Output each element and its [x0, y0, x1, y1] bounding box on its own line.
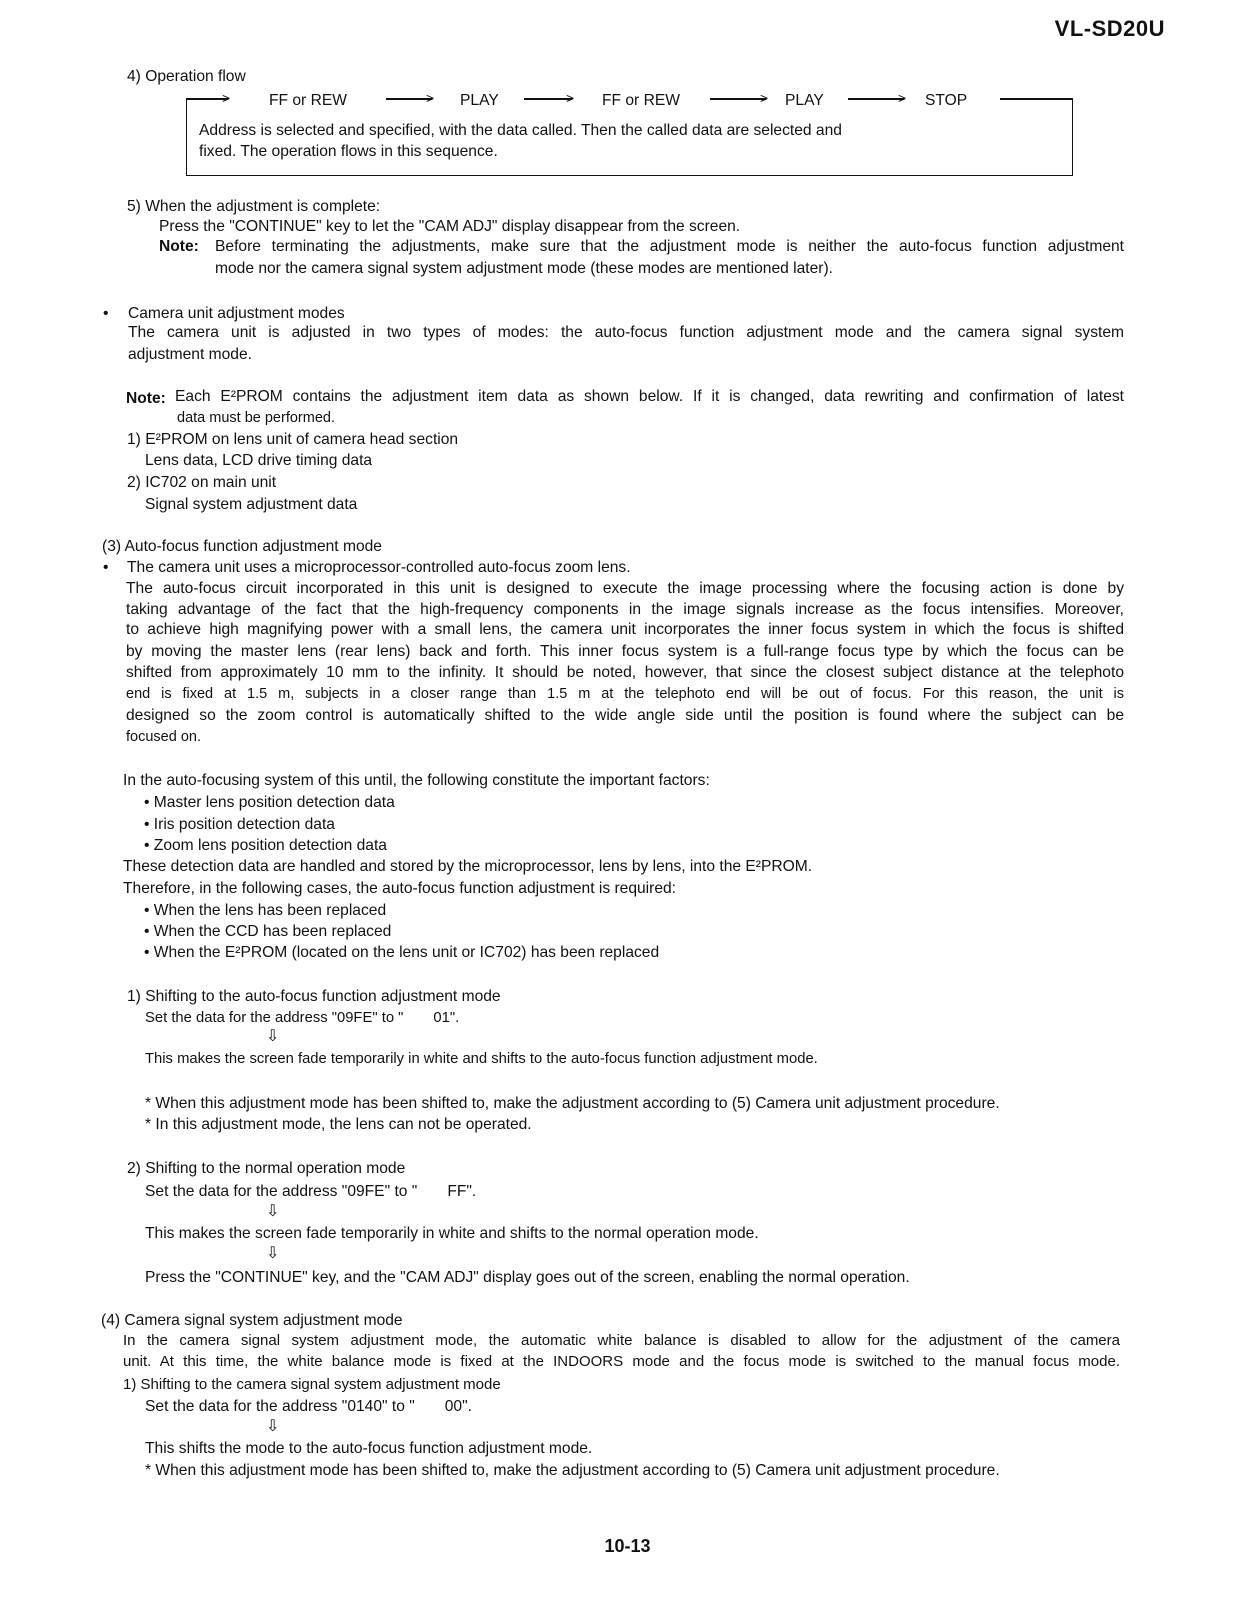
step-heading: 1) Shifting to the auto-focus function adjustment mode [127, 988, 501, 1005]
list-item-detail: Signal system adjustment data [145, 496, 358, 513]
complete-heading: 5) When the adjustment is complete: [127, 198, 381, 215]
step-heading: 1) Shifting to the camera signal system adjustment mode [123, 1376, 501, 1393]
step-note: * In this adjustment mode, the lens can not be operated. [145, 1116, 532, 1133]
body-text: to achieve high magnifying power with a small lens, the camera unit incorporates the inner focus system in which the focus is shifted [126, 621, 1124, 638]
arrow-right-icon: > [426, 90, 435, 106]
body-text: Therefore, in the following cases, the auto-focus function adjustment is required: [123, 880, 677, 897]
arrow-right-icon: > [566, 90, 575, 106]
bullet: • [103, 305, 109, 322]
step-instruction [145, 1181, 476, 1203]
list-item: • When the CCD has been replaced [144, 923, 392, 940]
step-value: 00". [444, 1398, 472, 1415]
list-item: 1) E²PROM on lens unit of camera head section [127, 431, 459, 448]
step-set-text: Set the data for the address "09FE" to " [145, 1183, 418, 1200]
list-item: • Iris position detection data [144, 816, 335, 833]
flow-step: FF or REW [598, 90, 684, 112]
complete-note: mode nor the camera signal system adjustment mode (these modes are mentioned later). [215, 260, 833, 277]
flow-arrow-line [710, 98, 766, 100]
step-result: This shifts the mode to the auto-focus function adjustment mode. [145, 1440, 593, 1457]
arrow-right-icon: > [898, 90, 907, 106]
body-text: focused on. [126, 729, 201, 745]
body-text: designed so the zoom control is automatically shifted to the wide angle side until the position is found where the subject can be [126, 707, 1124, 724]
list-item: • Zoom lens position detection data [144, 837, 387, 854]
flow-arrow-line [1000, 98, 1072, 100]
flow-step: FF or REW [265, 90, 351, 112]
flow-step: PLAY [781, 90, 828, 112]
list-item: • When the E²PROM (located on the lens unit or IC702) has been replaced [144, 944, 660, 961]
body-text: These detection data are handled and stored by the microprocessor, lens by lens, into the E²PROM. [123, 858, 813, 875]
step-instruction [145, 1396, 472, 1418]
body-text: adjustment mode. [128, 346, 252, 363]
arrow-down-icon: ⇩ [266, 1418, 280, 1435]
step-result: This makes the screen fade temporarily in white and shifts to the auto-focus function adjustment mode. [145, 1051, 818, 1067]
step-note: * When this adjustment mode has been shifted to, make the adjustment according to (5) Camera unit adjustment procedure. [145, 1095, 1000, 1112]
arrow-right-icon: > [760, 90, 769, 106]
arrow-down-icon: ⇩ [266, 1203, 280, 1220]
note-text: data must be performed. [177, 410, 335, 426]
flow-heading: 4) Operation flow [127, 68, 246, 85]
list-item-detail: Lens data, LCD drive timing data [145, 452, 373, 469]
body-text: In the auto-focusing system of this until, the following constitute the important factors: [123, 772, 710, 789]
body-text: The camera unit uses a microprocessor-controlled auto-focus zoom lens. [127, 559, 631, 576]
step-note: * When this adjustment mode has been shifted to, make the adjustment according to (5) Camera unit adjustment procedure. [145, 1462, 1000, 1479]
body-text: unit. At this time, the white balance mode is fixed at the INDOORS mode and the focus mode is switched to the manual focus mode. [123, 1353, 1120, 1370]
body-text: end is fixed at 1.5 m, subjects in a closer range than 1.5 m at the telephoto end will be out of focus. For this reason, the unit is [126, 686, 1124, 702]
body-text: by moving the master lens (rear lens) back and forth. This inner focus system is a full-range focus type by which the focus can be [126, 643, 1124, 660]
arrow-down-icon: ⇩ [266, 1028, 280, 1045]
body-text: The auto-focus circuit incorporated in this unit is designed to execute the image processing where the focusing action is done by [126, 580, 1124, 597]
arrow-down-icon: ⇩ [266, 1245, 280, 1262]
list-item: • Master lens position detection data [144, 794, 395, 811]
step-value: 01". [433, 1010, 460, 1026]
flow-step: STOP [921, 90, 971, 112]
body-text: shifted from approximately 10 mm to the infinity. It should be noted, however, that since the closest subject distance at the telephoto [126, 664, 1124, 681]
complete-note: Before terminating the adjustments, make sure that the adjustment mode is neither the auto-focus function adjustment [215, 238, 1124, 255]
complete-text: Press the "CONTINUE" key to let the "CAM ADJ" display disappear from the screen. [159, 218, 741, 235]
body-text: In the camera signal system adjustment mode, the automatic white balance is disabled to allow for the adjustment of the camera [123, 1332, 1120, 1349]
flow-step: PLAY [456, 90, 503, 112]
arrow-right-icon: > [222, 90, 231, 106]
body-text: The camera unit is adjusted in two types of modes: the auto-focus function adjustment mode and the camera signal system [128, 324, 1124, 341]
body-text: taking advantage of the fact that the high-frequency components in the image signals increase as the focus intensifies. Moreover, [126, 601, 1124, 618]
flow-text: Address is selected and specified, with the data called. Then the called data are selected and [199, 122, 842, 139]
flow-arrow-line [848, 98, 904, 100]
section-heading: (3) Auto-focus function adjustment mode [102, 538, 382, 555]
section-heading: (4) Camera signal system adjustment mode [101, 1312, 403, 1329]
step-heading: 2) Shifting to the normal operation mode [127, 1160, 406, 1177]
note-label: Note: [126, 390, 166, 407]
step-instruction [145, 1008, 459, 1030]
flow-text: fixed. The operation flows in this sequence. [199, 143, 498, 160]
note-label: Note: [159, 238, 199, 255]
section-heading: Camera unit adjustment modes [128, 305, 345, 322]
note-text: Each E²PROM contains the adjustment item data as shown below. If it is changed, data rewriting and confirmation of latest [175, 388, 1124, 405]
list-item: 2) IC702 on main unit [127, 474, 277, 491]
step-set-text: Set the data for the address "0140" to " [145, 1398, 415, 1415]
step-value: FF". [447, 1183, 477, 1200]
flow-arrow-line [524, 98, 572, 100]
bullet: • [103, 559, 109, 576]
model-number: VL-SD20U [1054, 16, 1165, 41]
step-result: This makes the screen fade temporarily in white and shifts to the normal operation mode. [145, 1225, 759, 1242]
step-result: Press the "CONTINUE" key, and the "CAM ADJ" display goes out of the screen, enabling the normal operation. [145, 1269, 910, 1286]
page-number: 10-13 [604, 1536, 651, 1556]
list-item: • When the lens has been replaced [144, 902, 387, 919]
step-set-text: Set the data for the address "09FE" to " [145, 1010, 404, 1026]
